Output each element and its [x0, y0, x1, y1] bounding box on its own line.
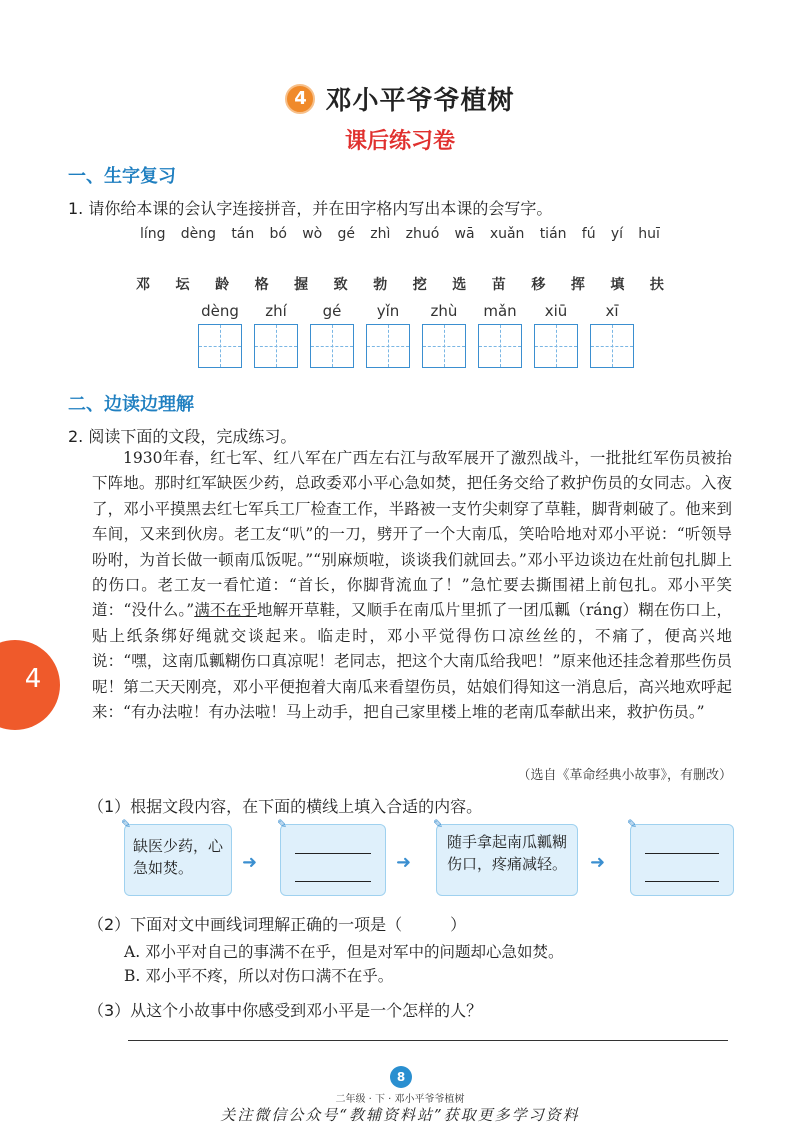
pencil-icon: ✎ — [121, 817, 132, 831]
writing-pinyin: yǐn — [376, 302, 400, 320]
option-b[interactable]: B. 邓小平不疼，所以对伤口满不在乎。 — [124, 967, 394, 985]
section2-heading: 二、边读边理解 — [68, 394, 194, 415]
answer-blank-line[interactable] — [295, 853, 371, 854]
underlined-phrase: 满不在乎 — [194, 601, 258, 620]
flow-box-3 — [433, 817, 578, 896]
passage-part-2: 地解开草鞋，又顺手在南瓜片里抓了一团瓜瓤（ráng）糊在伤口上，贴上纸条绑好绳就交谈起来。临走时，邓小平觉得伤口凉丝丝的，不痛了，便高兴地说：“嘿，这南瓜瓤糊伤口真凉呢！老同志，把这个大南瓜给我吧！”原来他还挂念着那些伤员呢！第二天天刚亮，邓小平便抱着大南瓜来看望伤员，姑娘们得知这一消息后，高兴地欢呼起来：“有办法啦！有办法啦！马上动手，把自己家里楼上堆的老南瓜奉献出来，救护伤员。” — [92, 601, 732, 722]
writing-pinyin: gé — [322, 302, 342, 320]
option-a[interactable]: A. 邓小平对自己的事满不在乎，但是对军中的问题却心急如焚。 — [124, 943, 564, 961]
footer-info: 二年级 · 下 · 邓小平爷爷植树 — [335, 1094, 465, 1105]
character-item[interactable]: 移 — [531, 277, 546, 293]
sub-question-2[interactable]: （2）下面对文中画线词理解正确的一项是（ ） — [88, 915, 467, 934]
side-chapter-number: 4 — [24, 664, 42, 694]
writing-pinyin: xī — [605, 302, 619, 320]
arrow-right-icon: ➜ — [396, 852, 412, 873]
lesson-title: 邓小平爷爷植树 — [325, 86, 515, 116]
pinyin-item[interactable]: zhuó — [405, 226, 440, 242]
character-item[interactable]: 格 — [254, 277, 269, 293]
writing-cell — [586, 300, 638, 368]
arrow-right-icon: ➜ — [590, 852, 606, 873]
pencil-icon: ✎ — [627, 817, 638, 831]
pinyin-item[interactable]: gé — [337, 226, 355, 242]
pinyin-row — [140, 226, 660, 242]
character-item[interactable]: 邓 — [136, 277, 150, 293]
section1-heading: 一、生字复习 — [68, 166, 176, 187]
flow-diagram — [121, 817, 734, 898]
character-item[interactable]: 握 — [294, 277, 309, 293]
writing-pinyin: xiū — [544, 302, 568, 320]
pinyin-item[interactable]: fú — [581, 226, 596, 242]
flow-box-4-blank[interactable] — [627, 817, 734, 896]
pinyin-item[interactable]: tián — [539, 226, 567, 242]
pinyin-item[interactable]: bó — [269, 226, 287, 242]
writing-cell — [530, 300, 582, 368]
character-item[interactable]: 苗 — [491, 277, 506, 293]
lesson-number-badge: 4 — [285, 84, 315, 114]
flow-box-3-text: 随手拿起南瓜瓤糊伤口，疼痛减轻。 — [447, 833, 568, 873]
flow-box-1-text: 缺医少药，心急如焚。 — [133, 837, 224, 877]
answer-line[interactable] — [128, 1040, 728, 1041]
writing-cell — [250, 300, 302, 368]
pinyin-item[interactable]: wò — [302, 226, 323, 242]
answer-blank-line[interactable] — [645, 853, 719, 854]
question-1: 1. 请你给本课的会认字连接拼音，并在田字格内写出本课的会写字。 — [68, 199, 553, 218]
answer-blank-line[interactable] — [295, 881, 371, 882]
character-item[interactable]: 挥 — [570, 277, 585, 293]
writing-cell — [194, 300, 246, 368]
pinyin-item[interactable]: wā — [454, 226, 475, 242]
character-item[interactable]: 勃 — [373, 277, 388, 293]
pinyin-item[interactable]: dèng — [180, 226, 217, 242]
passage-part-1: 1930年春，红七军、红八军在广西左右江与敌军展开了激烈战斗，一批批红军伤员被抬下阵地。那时红军缺医少药，总政委邓小平心急如焚，把任务交给了救护伤员的女同志。入夜了，邓小平摸黑去红七军兵工厂检查工作，半路被一支竹尖刺穿了草鞋，脚背刺破了。他来到车间，又来到伙房。老工友“叭”的一刀，劈开了一个大南瓜，笑哈哈地对邓小平说：“听领导吩咐，为首长做一顿南瓜饭呢。”“别麻烦啦，谈谈我们就回去。”邓小平边谈边在灶前包扎脚上的伤口。老工友一看忙道：“首长，你脚背流血了！”急忙要去撕围裙上前包扎。邓小平笑道：“没什么。” — [92, 449, 732, 620]
pencil-icon: ✎ — [277, 817, 288, 831]
character-row — [136, 274, 664, 294]
tianzige-box[interactable] — [534, 324, 578, 368]
pinyin-item[interactable]: líng — [140, 226, 166, 242]
passage-source: （选自《革命经典小故事》，有删改） — [517, 768, 732, 783]
lesson-title-row — [0, 80, 800, 117]
character-item[interactable]: 扶 — [649, 277, 664, 293]
sub-question-3: （3）从这个小故事中你感受到邓小平是一个怎样的人？ — [88, 1001, 483, 1020]
arrow-right-icon: ➜ — [242, 852, 258, 873]
reading-passage — [92, 446, 732, 725]
tianzige-box[interactable] — [366, 324, 410, 368]
flow-box-2-blank[interactable] — [277, 817, 386, 896]
tianzige-box[interactable] — [198, 324, 242, 368]
character-item[interactable]: 龄 — [215, 277, 230, 293]
pinyin-item[interactable]: yí — [610, 226, 624, 242]
pencil-icon: ✎ — [433, 817, 444, 831]
pinyin-item[interactable]: xuǎn — [489, 226, 525, 242]
character-item[interactable]: 致 — [333, 277, 348, 293]
writing-grid-row — [194, 300, 642, 368]
tianzige-box[interactable] — [254, 324, 298, 368]
writing-cell — [418, 300, 470, 368]
character-item[interactable]: 填 — [610, 277, 625, 293]
tianzige-box[interactable] — [478, 324, 522, 368]
character-item[interactable]: 选 — [452, 277, 467, 293]
question-2: 2. 阅读下面的文段，完成练习。 — [68, 427, 297, 446]
answer-blank-line[interactable] — [645, 881, 719, 882]
character-item[interactable]: 坛 — [175, 277, 190, 293]
tianzige-box[interactable] — [422, 324, 466, 368]
pinyin-item[interactable]: zhì — [370, 226, 391, 242]
footer-promo: 关注微信公众号“教辅资料站”获取更多学习资料 — [220, 1106, 580, 1124]
writing-pinyin: mǎn — [483, 302, 517, 320]
tianzige-box[interactable] — [590, 324, 634, 368]
writing-pinyin: zhí — [265, 302, 287, 320]
writing-pinyin: zhù — [430, 302, 458, 320]
flow-box-1 — [121, 817, 232, 896]
character-item[interactable]: 挖 — [412, 277, 427, 293]
pinyin-item[interactable]: tán — [231, 226, 255, 242]
pinyin-item[interactable]: huī — [638, 226, 660, 242]
page-number: 8 — [390, 1066, 412, 1088]
sub-question-1: （1）根据文段内容，在下面的横线上填入合适的内容。 — [88, 797, 483, 816]
writing-cell — [362, 300, 414, 368]
writing-cell — [306, 300, 358, 368]
tianzige-box[interactable] — [310, 324, 354, 368]
writing-cell — [474, 300, 526, 368]
page-subtitle: 课后练习卷 — [344, 129, 455, 154]
writing-pinyin: dèng — [201, 302, 239, 320]
